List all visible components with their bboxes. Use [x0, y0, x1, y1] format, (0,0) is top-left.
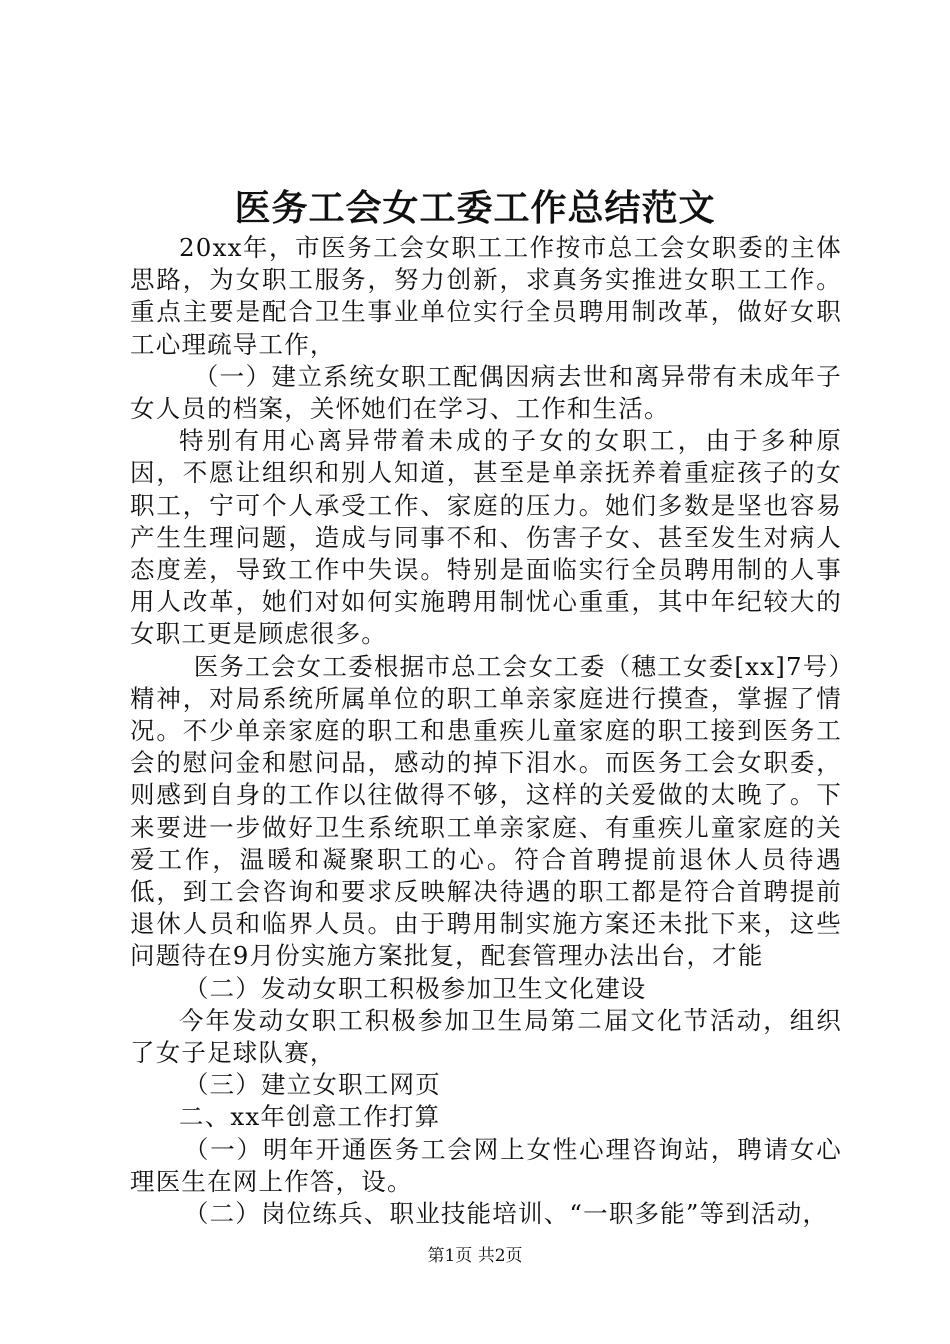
paragraph-section-1: （一）建立系统女职工配偶因病去世和离异带有未成年子女人员的档案，关怀她们在学习、工作和生活。 [130, 361, 842, 424]
paragraph-section-3: （三）建立女职工网页 [183, 1070, 441, 1100]
paragraph-plan-2: （二）岗位练兵、职业技能培训、“一职多能”等到活动， [183, 1199, 829, 1229]
document-title: 医务工会女工委工作总结范文 [234, 187, 716, 229]
paragraph-intro: 20xx年，市医务工会女职工工作按市总工会女职委的主体思路，为女职工服务，努力创新，求真务实推进女职工工作。重点主要是配合卫生事业单位实行全员聘用制改革，做好女职工心理疏导工作， [130, 233, 842, 359]
page-number-footer: 第1页 共2页 [427, 1246, 523, 1266]
paragraph-single-parents: 特别有用心离异带着未成的子女的女职工，由于多种原因，不愿让组织和别人知道，甚至是单亲抚养着重症孩子的女职工，宁可个人承受工作、家庭的压力。她们多数是坚也容易产生生理问题，造成与同事不和、伤害子女、甚至发生对病人态度差，导致工作中失误。特别是面临实行全员聘用制的人事用人改革，她们对如何实施聘用制忧心重重，其中年纪较大的女职工更是顾虑很多。 [130, 426, 842, 649]
paragraph-survey: 医务工会女工委根据市总工会女工委（穗工女委[xx]7号）精神，对局系统所属单位的职工单亲家庭进行摸查，掌握了情况。不少单亲家庭的职工和患重疾儿童家庭的职工接到医务工会的慰问金和慰问品，感动的掉下泪水。而医务工会女职委，则感到自身的工作以往做得不够，这样的关爱做的太晚了。下来要进一步做好卫生系统职工单亲家庭、有重疾儿童家庭的关爱工作，温暖和凝聚职工的心。符合首聘提前退休人员待遇低，到工会咨询和要求反映解决待遇的职工都是符合首聘提前退休人员和临界人员。由于聘用制实施方案还未批下来，这些问题待在9月份实施方案批复，配套管理办法出台，才能 [130, 651, 842, 971]
paragraph-plan-1: （一）明年开通医务工会网上女性心理咨询站，聘请女心理医生在网上作答，设。 [130, 1134, 842, 1196]
paragraph-culture-festival: 今年发动女职工积极参加卫生局第二届文化节活动，组织了女子足球队赛， [130, 1005, 842, 1068]
paragraph-section-2: （二）发动女职工积极参加卫生文化建设 [183, 973, 647, 1003]
paragraph-plan-heading: 二、xx年创意工作打算 [179, 1102, 441, 1132]
document-body [130, 232, 842, 1230]
